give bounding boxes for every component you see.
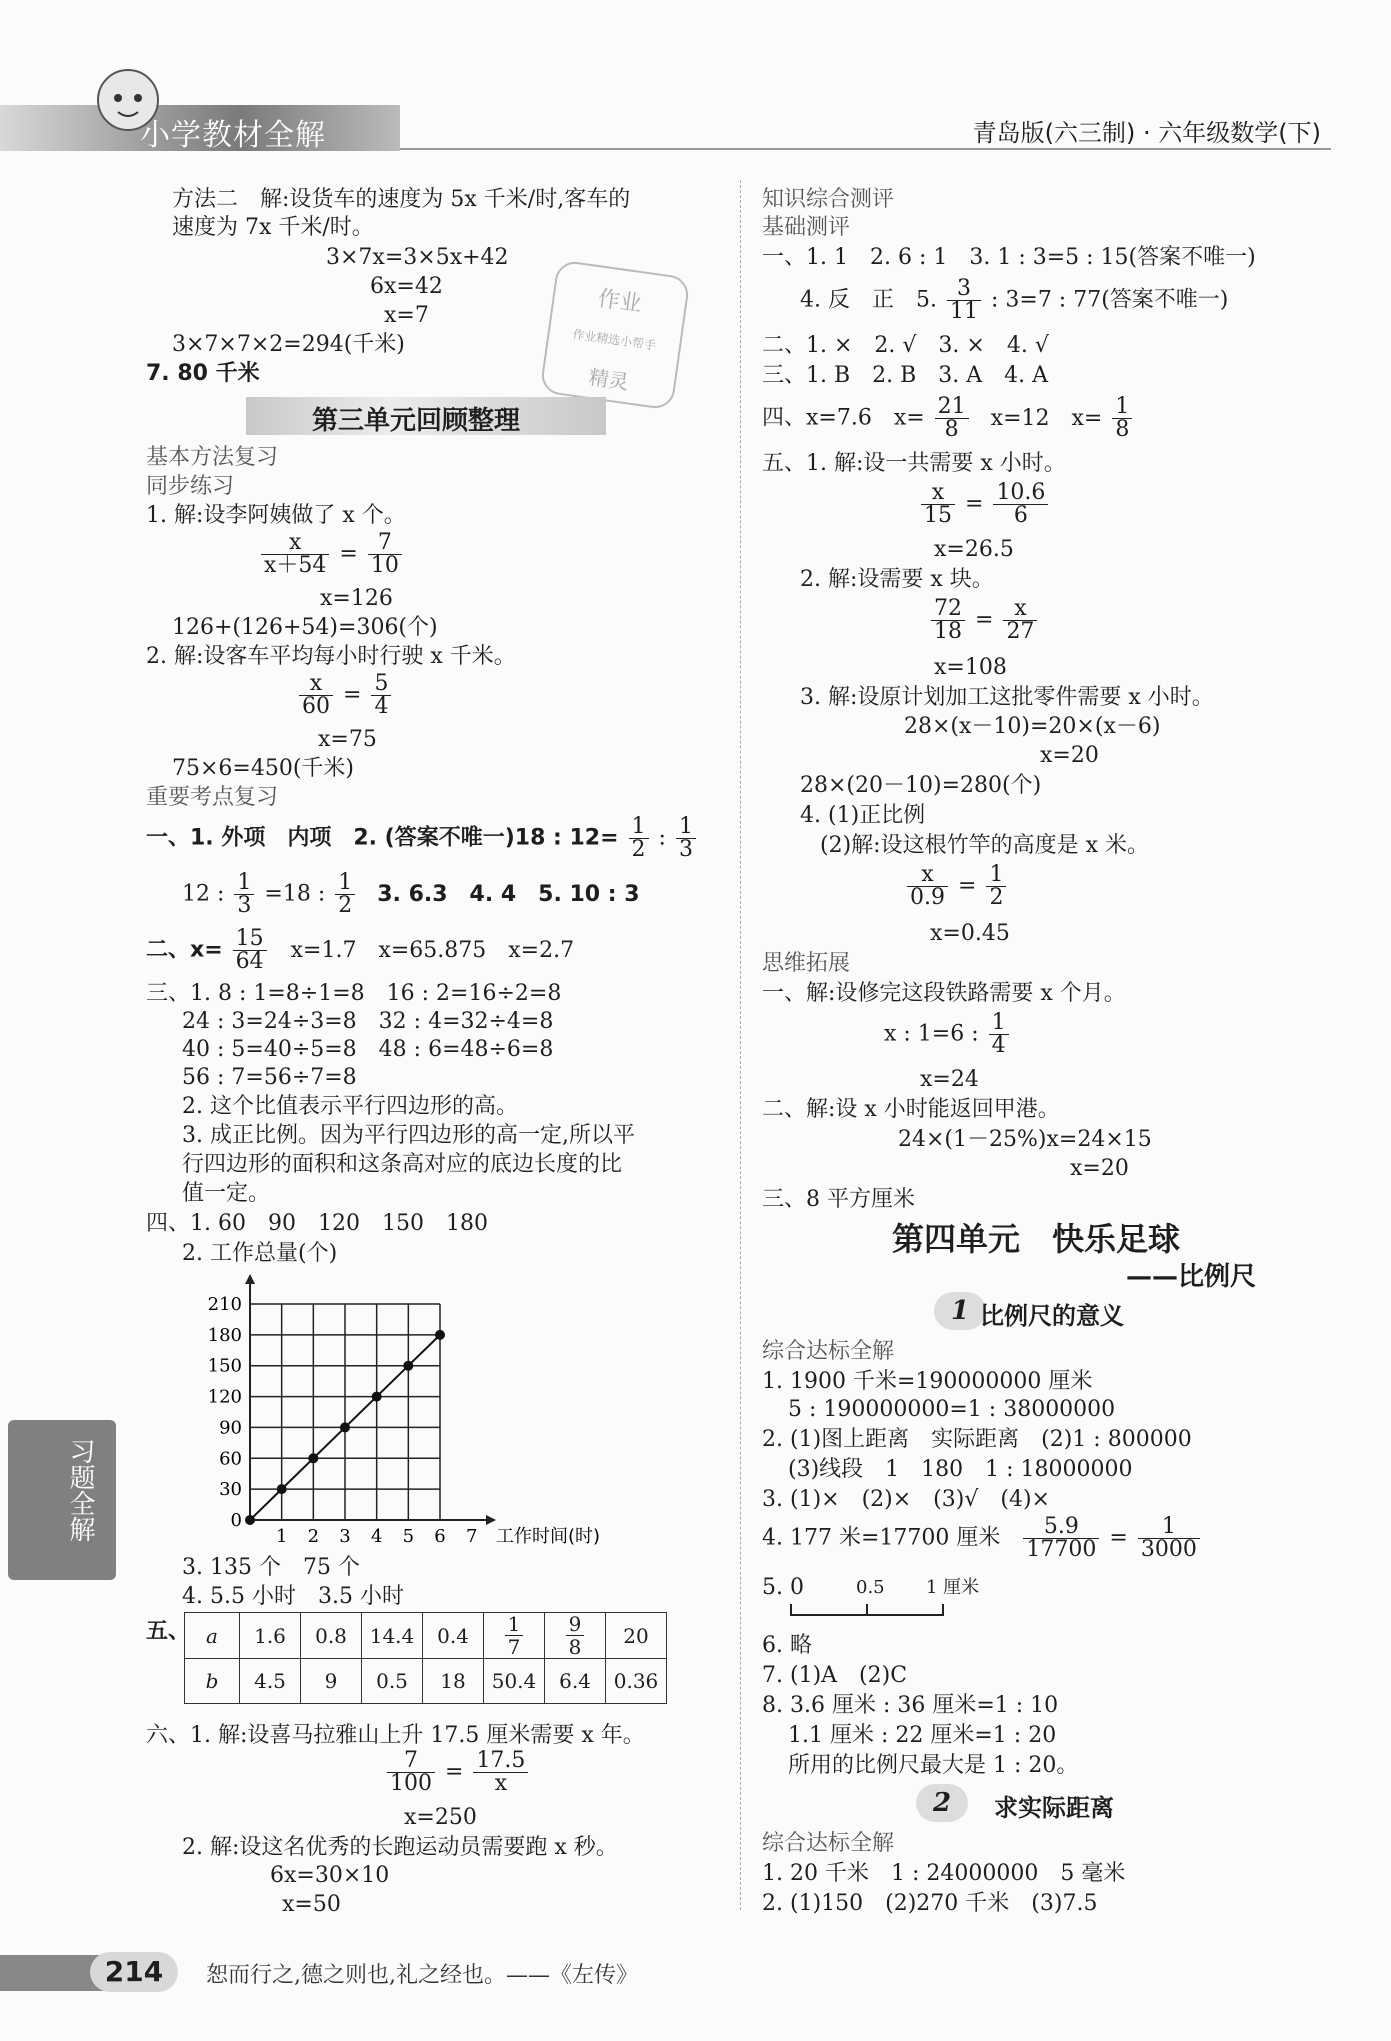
- method2-line5: x=7: [384, 303, 429, 328]
- q7-answer: 7. 80 千米: [146, 361, 260, 386]
- frac-num: 7: [368, 532, 402, 555]
- c1-line12: 所用的比例尺最大是 1 : 20。: [788, 1753, 1079, 1778]
- method2-line6: 3×7×7×2=294(千米): [172, 332, 405, 357]
- data-point: [403, 1361, 413, 1371]
- k3-line4: 56 : 7=56÷7=8: [182, 1065, 357, 1090]
- table-cell: 6.4: [545, 1659, 606, 1704]
- heading-basic-method: 基本方法复习: [146, 445, 279, 470]
- table-cell: a: [185, 1613, 240, 1659]
- frac-num: 1: [629, 816, 649, 839]
- data-point: [340, 1422, 350, 1432]
- c1-line8: 6. 略: [762, 1633, 812, 1658]
- equals: =: [958, 873, 977, 899]
- lesson2-number: 2: [916, 1784, 968, 1822]
- y-tick-label: 60: [219, 1448, 242, 1470]
- x-tick-label: 2: [307, 1526, 320, 1547]
- ab-table: [184, 1612, 667, 1704]
- unit4-subtitle: ——比例尺: [1126, 1262, 1257, 1292]
- c1-l6a: 4. 177 米=17700 厘米: [762, 1525, 1001, 1551]
- x-tick-label: 4: [370, 1526, 383, 1547]
- r5-line12: (2)解:设这根竹竿的高度是 x 米。: [820, 833, 1149, 858]
- heading-thinking: 思维拓展: [762, 951, 851, 976]
- k4-line3: 3. 135 个 75 个: [182, 1555, 360, 1580]
- r5-line1: 五、1. 解:设一共需要 x 小时。: [762, 451, 1066, 476]
- y-tick-label: 30: [219, 1479, 242, 1501]
- method2-line2: 速度为 7x 千米/时。: [172, 215, 374, 240]
- stamp-mid: 作业精选小帮手: [571, 327, 657, 353]
- frac-num: 5: [371, 673, 391, 696]
- work-chart: [200, 1270, 620, 1560]
- k6-equation: [384, 1750, 531, 1795]
- k1-text: 一、1. 外项 内项 2. (答案不唯一)18 : 12=: [146, 825, 619, 851]
- table-cell: 0.5: [362, 1659, 423, 1704]
- t1-line3: x=24: [920, 1067, 979, 1092]
- r5-line8: 28×(x－10)=20×(x－6): [904, 714, 1161, 739]
- k6-line6: x=50: [282, 1892, 341, 1917]
- frac-den: 18: [934, 619, 962, 644]
- equals: =: [965, 491, 984, 517]
- k2-b: x=1.7 x=65.875 x=2.7: [290, 937, 575, 963]
- frac-den: 10: [370, 553, 399, 578]
- table-cell: $\frac{1}{7}$: [484, 1613, 545, 1659]
- c1-line11: 1.1 厘米 : 22 厘米=1 : 20: [788, 1723, 1057, 1748]
- c1-line10: 8. 3.6 厘米 : 36 厘米=1 : 10: [762, 1693, 1059, 1718]
- r1-line1: 一、1. 1 2. 6 : 1 3. 1 : 3=5 : 15(答案不唯一): [762, 245, 1256, 270]
- data-point: [308, 1453, 318, 1463]
- table-cell: 1.6: [240, 1613, 301, 1659]
- frac-den: 3: [678, 837, 693, 862]
- frac-den: 3000: [1140, 1537, 1197, 1562]
- equals: =: [975, 607, 994, 633]
- r5-line6: x=108: [934, 655, 1007, 680]
- c1-line4: (3)线段 1 180 1 : 18000000: [788, 1457, 1133, 1482]
- k1-line1: [146, 816, 699, 861]
- s2-line4: 75×6=450(千米): [172, 756, 355, 781]
- c1-line3: 2. (1)图上距离 实际距离 (2)1 : 800000: [762, 1427, 1192, 1452]
- r5-line11: 4. (1)正比例: [800, 803, 926, 828]
- y-tick-label: 210: [207, 1294, 242, 1315]
- s2-line3: x=75: [318, 727, 377, 752]
- side-tab: [8, 1420, 116, 1580]
- r5-line9: x=20: [1040, 743, 1099, 768]
- equals: =: [339, 541, 358, 567]
- y-tick-label: 90: [219, 1417, 242, 1439]
- t1-line2: [884, 1012, 1012, 1057]
- r5-line3: x=26.5: [934, 537, 1014, 562]
- y-axis-arrow: [245, 1274, 255, 1284]
- c1-line7-a: 5. 0: [762, 1575, 804, 1600]
- r5-eq2: [928, 598, 1040, 643]
- frac-den: 17700: [1026, 1537, 1097, 1562]
- edition-label: 青岛版(六三制) · 六年级数学(下): [972, 119, 1321, 147]
- x-axis-label: 工作时间(时): [496, 1526, 601, 1547]
- k1-b3: 3. 6.3 4. 4 5. 10 : 3: [377, 881, 640, 907]
- k6-line4: 2. 解:设这名优秀的长跑运动员需要跑 x 秒。: [182, 1835, 618, 1860]
- r1-line2: [800, 278, 1228, 323]
- stamp-top: 作业: [596, 286, 644, 318]
- k5-label: 五、: [146, 1619, 191, 1644]
- x-tick-label: 5: [402, 1526, 415, 1547]
- y-tick-label: 150: [207, 1355, 242, 1377]
- s1-line4: 126+(126+54)=306(个): [172, 615, 438, 640]
- frac-num: x: [261, 532, 329, 555]
- data-point: [245, 1515, 255, 1525]
- heading-sync-practice: 同步练习: [146, 474, 235, 499]
- frac-num: 1: [1138, 1516, 1200, 1539]
- unit4-title: 第四单元 快乐足球: [892, 1220, 1181, 1258]
- r1b-a: 4. 反 正 5.: [800, 287, 937, 313]
- r5-eq1: [918, 482, 1051, 527]
- r3-line: 三、1. B 2. B 3. A 4. A: [762, 363, 1049, 388]
- table-cell: $\frac{9}{8}$: [545, 1613, 606, 1659]
- frac-num: 1: [335, 872, 355, 895]
- frac-den: 100: [390, 1771, 432, 1796]
- footer-quote: 恕而行之,德之则也,礼之经也。——《左传》: [206, 1963, 638, 1988]
- frac-num: 7: [387, 1750, 435, 1773]
- table-cell: 9: [301, 1659, 362, 1704]
- heading-basic-test: 基础测评: [762, 215, 851, 240]
- frac-den: 3: [237, 893, 252, 918]
- stamp-bottom: 精灵: [587, 364, 631, 395]
- series-title: 小学教材全解: [140, 118, 326, 153]
- frac-num: 15: [233, 928, 267, 951]
- frac-den: 2: [631, 837, 646, 862]
- frac-den: 2: [338, 893, 353, 918]
- table-cell: 50.4: [484, 1659, 545, 1704]
- table-cell: 0.4: [423, 1613, 484, 1659]
- table-cell: 0.36: [606, 1659, 667, 1704]
- table-cell: 18: [423, 1659, 484, 1704]
- k3-line3: 40 : 5=40÷5=8 48 : 6=48÷6=8: [182, 1037, 554, 1062]
- frac-den: 4: [374, 694, 389, 719]
- c1-line7-b: 0.5: [856, 1577, 885, 1598]
- k4-line2: 2. 工作总量(个): [182, 1241, 338, 1266]
- s1-line3: x=126: [320, 586, 393, 611]
- frac-den: 6: [1013, 503, 1028, 528]
- frac-num: x: [907, 864, 948, 887]
- frac-den: 2: [989, 885, 1004, 910]
- unit3-banner: 第三单元回顾整理: [312, 406, 521, 436]
- r4-b: x=12 x=: [990, 405, 1103, 431]
- frac-num: 1: [676, 816, 696, 839]
- colon: :: [658, 825, 666, 851]
- t1-l2a: x : 1=6 :: [884, 1021, 979, 1047]
- frac-den: x: [494, 1771, 508, 1796]
- k3-line6: 3. 成正比例。因为平行四边形的高一定,所以平: [182, 1123, 635, 1148]
- k1-b2: =18 :: [264, 881, 326, 907]
- k3-line7: 行四边形的面积和这条高对应的底边长度的比: [182, 1152, 623, 1177]
- k1-b1: 12 :: [182, 881, 225, 907]
- frac-num: 5.9: [1023, 1516, 1099, 1539]
- heading-comprehensive-2: 综合达标全解: [762, 1831, 895, 1856]
- table-row: [185, 1613, 667, 1659]
- k6-line3: x=250: [404, 1805, 477, 1830]
- data-point: [277, 1484, 287, 1494]
- r4-line: [762, 396, 1135, 441]
- k3-line8: 值一定。: [182, 1181, 271, 1206]
- r5-line14: x=0.45: [930, 921, 1010, 946]
- frac-num: x: [299, 673, 333, 696]
- k6-line5: 6x=30×10: [270, 1863, 390, 1888]
- frac-num: 17.5: [473, 1750, 528, 1773]
- frac-num: x: [921, 482, 955, 505]
- k3-line5: 2. 这个比值表示平行四边形的高。: [182, 1094, 518, 1119]
- c1-line9: 7. (1)A (2)C: [762, 1663, 908, 1688]
- page-number: 214: [90, 1952, 178, 1992]
- lesson1-number: 1: [934, 1292, 986, 1330]
- r5-line7: 3. 解:设原计划加工这批零件需要 x 小时。: [800, 685, 1214, 710]
- x-axis-arrow: [486, 1515, 496, 1525]
- lesson1-title: 比例尺的意义: [980, 1302, 1124, 1330]
- frac-num: 1: [1112, 396, 1132, 419]
- method2-line4: 6x=42: [370, 274, 443, 299]
- r2-line: 二、1. × 2. √ 3. × 4. √: [762, 333, 1049, 358]
- frac-num: 1: [986, 864, 1006, 887]
- s2-equation: [296, 673, 394, 718]
- frac-den: 60: [302, 694, 330, 719]
- frac-den: 8: [1115, 417, 1130, 442]
- table-cell: 0.8: [301, 1613, 362, 1659]
- frac-den: 0.9: [910, 885, 945, 910]
- column-divider: [740, 180, 741, 1910]
- r1b-b: : 3=7 : 77(答案不唯一): [990, 287, 1229, 313]
- frac-den: 27: [1006, 619, 1035, 644]
- k3-line1: 三、1. 8 : 1=8÷1=8 16 : 2=16÷2=8: [146, 981, 562, 1006]
- k1-line2: [182, 872, 640, 917]
- lesson2-title: 求实际距离: [994, 1794, 1114, 1822]
- heading-key-points: 重要考点复习: [146, 785, 279, 810]
- t1-line4: 二、解:设 x 小时能返回甲港。: [762, 1097, 1060, 1122]
- frac-den: 11: [949, 299, 978, 324]
- method2-line3: 3×7x=3×5x+42: [326, 245, 509, 270]
- c1-line1: 1. 1900 千米=190000000 厘米: [762, 1369, 1093, 1394]
- frac-num: 1: [234, 872, 254, 895]
- method2-line1: 方法二 解:设货车的速度为 5x 千米/时,客车的: [172, 187, 631, 212]
- heading-comprehensive-1: 综合达标全解: [762, 1339, 895, 1364]
- stamp: [539, 259, 690, 410]
- c1-line2: 5 : 190000000=1 : 38000000: [788, 1397, 1116, 1422]
- c1-line6: 4. 177 米=17700 厘米 $\frac{5.9}{17700}$ = $\frac{1}{3000}$: [762, 1516, 1203, 1561]
- k2-a: 二、x=: [146, 937, 223, 963]
- y-tick-label: 0: [230, 1510, 242, 1531]
- k6-line1: 六、1. 解:设喜马拉雅山上升 17.5 厘米需要 x 年。: [146, 1723, 645, 1748]
- heading-comprehensive-test: 知识综合测评: [762, 187, 895, 212]
- c2-line2: 2. (1)150 (2)270 千米 (3)7.5: [762, 1891, 1098, 1916]
- frac-den: 15: [924, 503, 952, 528]
- frac-num: 1: [989, 1012, 1009, 1035]
- c1-line7-c: 1 厘米: [926, 1577, 980, 1598]
- frac-den: 64: [235, 949, 264, 974]
- header-rule: [400, 148, 1331, 150]
- t1-line7: 三、8 平方厘米: [762, 1187, 915, 1212]
- r5-line4: 2. 解:设需要 x 块。: [800, 567, 994, 592]
- x-tick-label: 6: [434, 1526, 446, 1547]
- frac-num: x: [1003, 598, 1037, 621]
- t1-line6: x=20: [1070, 1156, 1129, 1181]
- frac-num: 72: [931, 598, 965, 621]
- c2-line1: 1. 20 千米 1 : 24000000 5 毫米: [762, 1861, 1126, 1886]
- k3-line2: 24 : 3=24÷3=8 32 : 4=32÷4=8: [182, 1009, 554, 1034]
- x-tick-label: 7: [465, 1526, 478, 1547]
- scale-bar-mid: [866, 1604, 868, 1614]
- x-tick-label: 3: [339, 1526, 351, 1547]
- y-tick-label: 120: [207, 1386, 242, 1408]
- y-tick-label: 180: [207, 1324, 242, 1346]
- frac-den: 8: [944, 417, 959, 442]
- k4-line1: 四、1. 60 90 120 150 180: [146, 1211, 488, 1236]
- s2-line1: 2. 解:设客车平均每小时行驶 x 千米。: [146, 644, 516, 669]
- frac-den: x＋54: [264, 553, 327, 578]
- x-tick-label: 1: [275, 1526, 288, 1547]
- table-row: [185, 1659, 667, 1704]
- equals: =: [343, 682, 362, 708]
- frac-num: 21: [935, 396, 969, 419]
- equals: =: [445, 1759, 464, 1785]
- s1-line1: 1. 解:设李阿姨做了 x 个。: [146, 503, 406, 528]
- c1-line5: 3. (1)× (2)× (3)√ (4)×: [762, 1487, 1050, 1512]
- r5-line10: 28×(20－10)=280(个): [800, 773, 1042, 798]
- table-cell: b: [185, 1659, 240, 1704]
- r4-a: 四、x=7.6 x=: [762, 405, 925, 431]
- t1-line1: 一、解:设修完这段铁路需要 x 个月。: [762, 981, 1126, 1006]
- k2-line: [146, 928, 574, 973]
- data-point: [372, 1392, 382, 1402]
- frac-num: 10.6: [993, 482, 1048, 505]
- table-cell: 20: [606, 1613, 667, 1659]
- data-point: [435, 1330, 445, 1340]
- frac-num: 3: [947, 278, 981, 301]
- k4-line4: 4. 5.5 小时 3.5 小时: [182, 1584, 404, 1609]
- t1-line5: 24×(1－25%)x=24×15: [898, 1127, 1152, 1152]
- frac-den: 4: [991, 1033, 1006, 1058]
- table-cell: 14.4: [362, 1613, 423, 1659]
- r5-eq3: [904, 864, 1009, 909]
- table-cell: 4.5: [240, 1659, 301, 1704]
- s1-equation: [258, 532, 405, 577]
- side-tab-label: 习题全解: [65, 1438, 95, 1542]
